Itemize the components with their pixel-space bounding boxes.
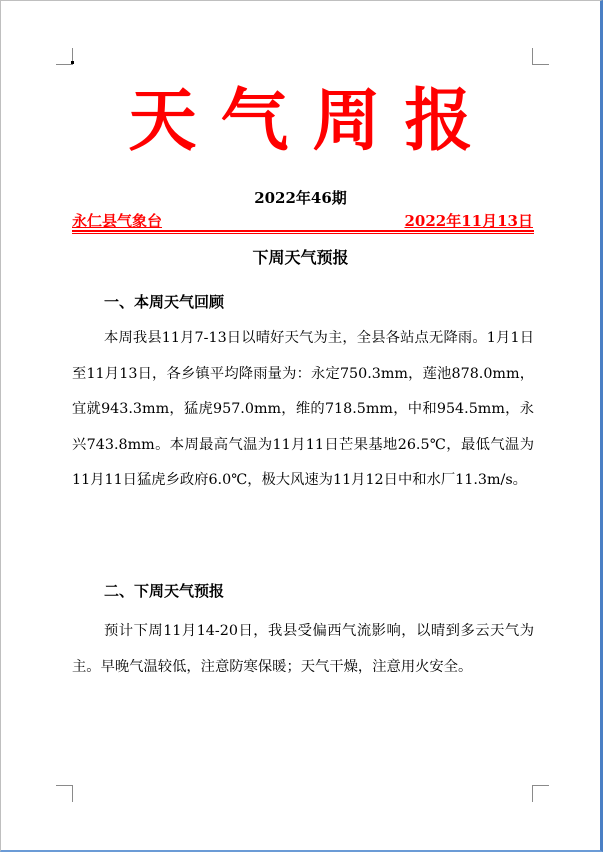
margin-corner-mark — [56, 785, 73, 802]
section-body: 本周我县11月7-13日以晴好天气为主，全县各站点无降雨。1月1日至11月13日，各乡镇平均降雨量为：永定750.3mm，莲池878.0mm，宜就943.3mm，猛虎957.0mm，维的718.5mm，中和954.5mm，永兴743.8mm。本周最高气温为11月11日芒果基地26.5℃，最低气温为11月11日猛虎乡政府6.0℃，极大风速为11月12日中和水厂11.3m/s。 — [72, 330, 534, 489]
margin-corner-mark — [532, 48, 549, 65]
section-title: 一、本周天气回顾 — [104, 293, 225, 311]
masthead-divider — [72, 230, 534, 232]
section-body: 预计下周11月14-20日，我县受偏西气流影响，以晴到多云天气为主。早晚气温较低，注意防寒保暖；天气干燥，注意用火安全。 — [72, 623, 534, 675]
margin-corner-mark — [532, 785, 549, 802]
section-title: 二、下周天气预报 — [104, 582, 225, 600]
issue-number: 2022年46期 — [254, 189, 347, 207]
text-cursor — [71, 61, 74, 64]
masthead-divider-thin — [72, 233, 534, 234]
masthead-title: 天气周报 — [128, 81, 497, 161]
agency-name: 永仁县气象台 — [72, 212, 163, 230]
document-heading: 下周天气预报 — [252, 248, 349, 267]
publish-date: 2022年11月13日 — [404, 212, 533, 230]
